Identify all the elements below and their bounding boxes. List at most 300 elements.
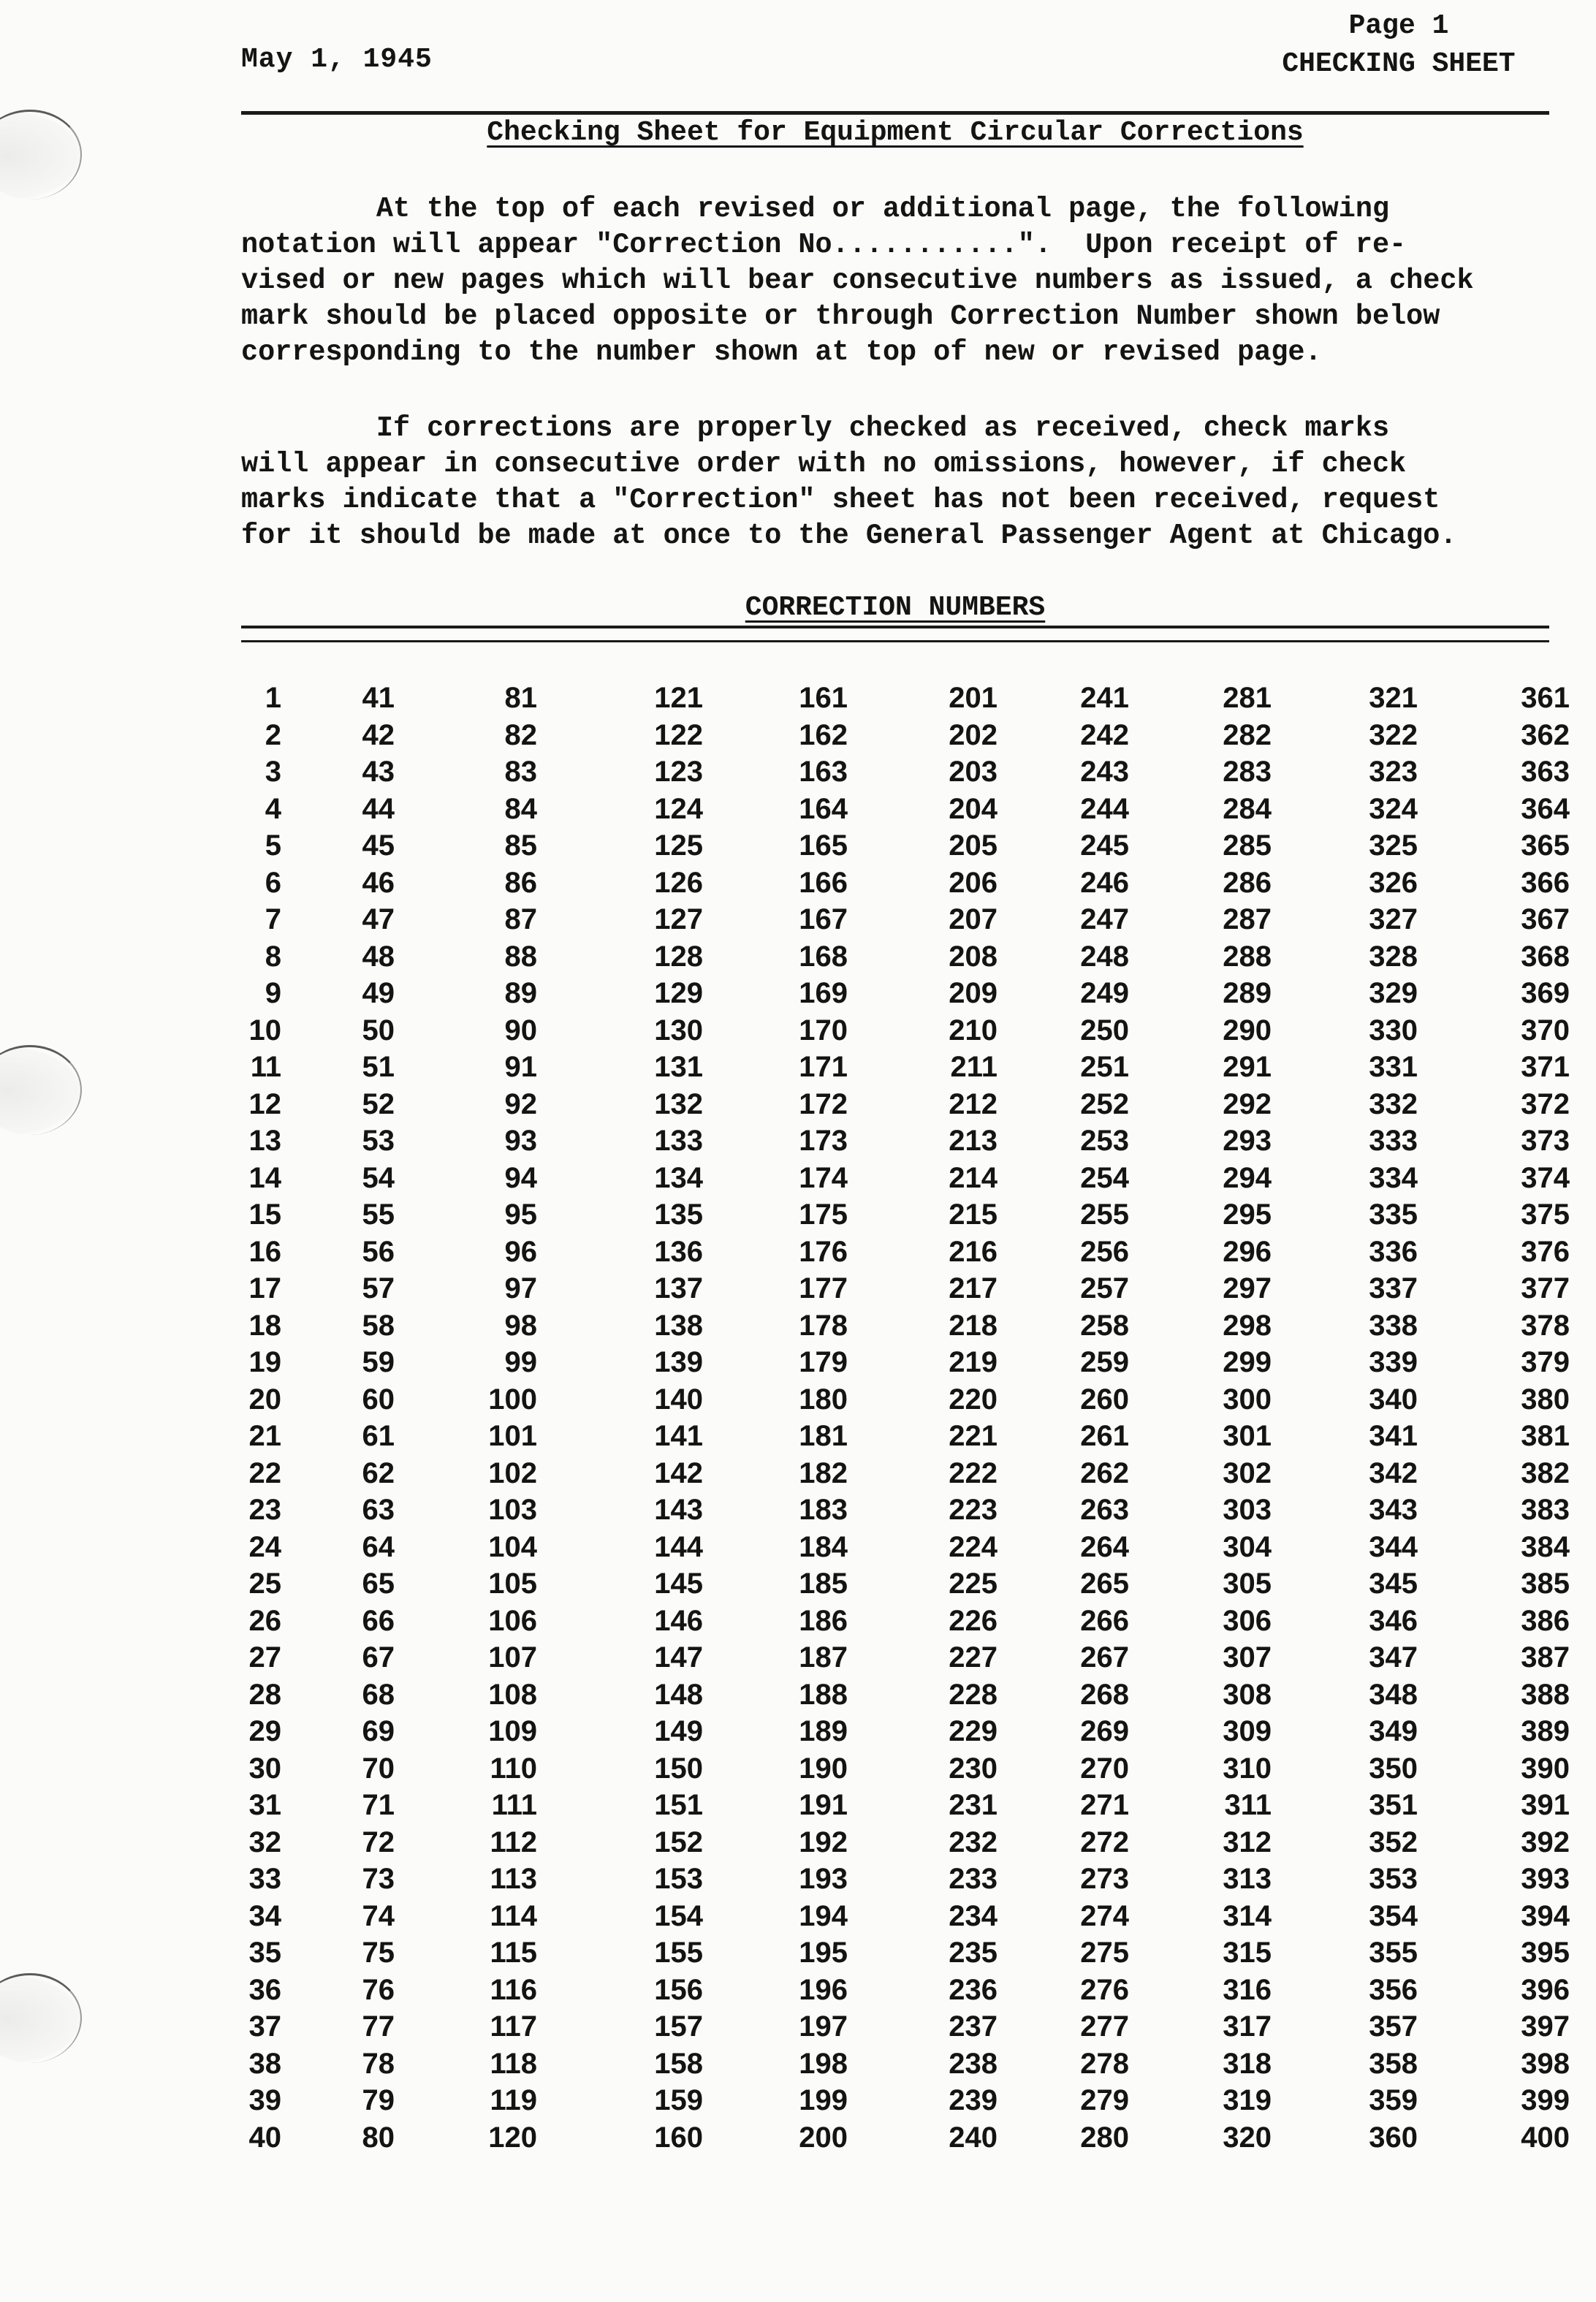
correction-number-35[interactable]: 35 <box>248 1937 281 1969</box>
correction-number-203[interactable]: 203 <box>949 756 997 788</box>
correction-number-197[interactable]: 197 <box>799 2010 848 2043</box>
correction-number-63[interactable]: 63 <box>362 1494 395 1526</box>
correction-number-175[interactable]: 175 <box>799 1199 848 1231</box>
correction-number-254[interactable]: 254 <box>1080 1161 1129 1194</box>
correction-number-295[interactable]: 295 <box>1223 1199 1272 1231</box>
correction-number-159[interactable]: 159 <box>654 2084 703 2116</box>
correction-number-143[interactable]: 143 <box>654 1494 703 1526</box>
correction-number-157[interactable]: 157 <box>654 2010 703 2043</box>
correction-number-31[interactable]: 31 <box>248 1789 281 1821</box>
correction-number-384[interactable]: 384 <box>1521 1530 1570 1563</box>
correction-number-141[interactable]: 141 <box>654 1420 703 1452</box>
correction-number-89[interactable]: 89 <box>504 977 537 1009</box>
correction-number-273[interactable]: 273 <box>1080 1863 1129 1895</box>
correction-number-377[interactable]: 377 <box>1521 1272 1570 1304</box>
correction-number-38[interactable]: 38 <box>248 2047 281 2080</box>
correction-number-310[interactable]: 310 <box>1223 1752 1272 1785</box>
correction-number-142[interactable]: 142 <box>654 1456 703 1489</box>
correction-number-45[interactable]: 45 <box>362 829 395 862</box>
correction-number-251[interactable]: 251 <box>1080 1051 1129 1083</box>
correction-number-326[interactable]: 326 <box>1369 866 1418 899</box>
correction-number-69[interactable]: 69 <box>362 1715 395 1747</box>
correction-number-338[interactable]: 338 <box>1369 1309 1418 1342</box>
correction-number-294[interactable]: 294 <box>1223 1161 1272 1194</box>
correction-number-368[interactable]: 368 <box>1521 940 1570 973</box>
correction-number-169[interactable]: 169 <box>799 977 848 1009</box>
correction-number-102[interactable]: 102 <box>488 1456 537 1489</box>
correction-number-390[interactable]: 390 <box>1521 1752 1570 1785</box>
correction-number-117[interactable]: 117 <box>490 2010 537 2043</box>
correction-number-364[interactable]: 364 <box>1521 792 1570 825</box>
correction-number-293[interactable]: 293 <box>1223 1125 1272 1157</box>
correction-number-88[interactable]: 88 <box>504 940 537 973</box>
correction-number-329[interactable]: 329 <box>1369 977 1418 1009</box>
correction-number-75[interactable]: 75 <box>362 1937 395 1969</box>
correction-number-40[interactable]: 40 <box>248 2121 281 2154</box>
correction-number-61[interactable]: 61 <box>362 1420 395 1452</box>
correction-number-78[interactable]: 78 <box>362 2047 395 2080</box>
correction-number-14[interactable]: 14 <box>248 1161 281 1194</box>
correction-number-137[interactable]: 137 <box>654 1272 703 1304</box>
correction-number-396[interactable]: 396 <box>1521 1973 1570 2006</box>
correction-number-199[interactable]: 199 <box>799 2084 848 2116</box>
correction-number-152[interactable]: 152 <box>654 1826 703 1858</box>
correction-number-334[interactable]: 334 <box>1369 1161 1418 1194</box>
correction-number-213[interactable]: 213 <box>949 1125 997 1157</box>
correction-number-66[interactable]: 66 <box>362 1604 395 1637</box>
correction-number-144[interactable]: 144 <box>654 1530 703 1563</box>
correction-number-29[interactable]: 29 <box>248 1715 281 1747</box>
correction-number-331[interactable]: 331 <box>1369 1051 1418 1083</box>
correction-number-60[interactable]: 60 <box>362 1383 395 1416</box>
correction-number-9[interactable]: 9 <box>265 977 281 1009</box>
correction-number-178[interactable]: 178 <box>799 1309 848 1342</box>
correction-number-234[interactable]: 234 <box>949 1899 997 1932</box>
correction-number-148[interactable]: 148 <box>654 1678 703 1711</box>
correction-number-146[interactable]: 146 <box>654 1604 703 1637</box>
correction-number-241[interactable]: 241 <box>1080 682 1129 714</box>
correction-number-353[interactable]: 353 <box>1369 1863 1418 1895</box>
correction-number-307[interactable]: 307 <box>1223 1641 1272 1674</box>
correction-number-395[interactable]: 395 <box>1521 1937 1570 1969</box>
correction-number-298[interactable]: 298 <box>1223 1309 1272 1342</box>
correction-number-128[interactable]: 128 <box>654 940 703 973</box>
correction-number-352[interactable]: 352 <box>1369 1826 1418 1858</box>
correction-number-319[interactable]: 319 <box>1223 2084 1272 2116</box>
correction-number-191[interactable]: 191 <box>799 1789 848 1821</box>
correction-number-34[interactable]: 34 <box>248 1899 281 1932</box>
correction-number-44[interactable]: 44 <box>362 792 395 825</box>
correction-number-87[interactable]: 87 <box>504 903 537 935</box>
correction-number-171[interactable]: 171 <box>799 1051 848 1083</box>
correction-number-15[interactable]: 15 <box>248 1199 281 1231</box>
correction-number-10[interactable]: 10 <box>248 1014 281 1046</box>
correction-number-342[interactable]: 342 <box>1369 1456 1418 1489</box>
correction-number-98[interactable]: 98 <box>504 1309 537 1342</box>
correction-number-214[interactable]: 214 <box>949 1161 997 1194</box>
correction-number-347[interactable]: 347 <box>1369 1641 1418 1674</box>
correction-number-28[interactable]: 28 <box>248 1678 281 1711</box>
correction-number-52[interactable]: 52 <box>362 1087 395 1120</box>
correction-number-83[interactable]: 83 <box>504 756 537 788</box>
correction-number-119[interactable]: 119 <box>490 2084 537 2116</box>
correction-number-170[interactable]: 170 <box>799 1014 848 1046</box>
correction-number-256[interactable]: 256 <box>1080 1235 1129 1268</box>
correction-number-59[interactable]: 59 <box>362 1346 395 1378</box>
correction-number-297[interactable]: 297 <box>1223 1272 1272 1304</box>
correction-number-68[interactable]: 68 <box>362 1678 395 1711</box>
correction-number-228[interactable]: 228 <box>949 1678 997 1711</box>
correction-number-196[interactable]: 196 <box>799 1973 848 2006</box>
correction-number-100[interactable]: 100 <box>488 1383 537 1416</box>
correction-number-80[interactable]: 80 <box>362 2121 395 2154</box>
correction-number-164[interactable]: 164 <box>799 792 848 825</box>
correction-number-183[interactable]: 183 <box>799 1494 848 1526</box>
correction-number-400[interactable]: 400 <box>1521 2121 1570 2154</box>
correction-number-229[interactable]: 229 <box>949 1715 997 1747</box>
correction-number-280[interactable]: 280 <box>1080 2121 1129 2154</box>
correction-number-74[interactable]: 74 <box>362 1899 395 1932</box>
correction-number-387[interactable]: 387 <box>1521 1641 1570 1674</box>
correction-number-77[interactable]: 77 <box>362 2010 395 2043</box>
correction-number-37[interactable]: 37 <box>248 2010 281 2043</box>
correction-number-131[interactable]: 131 <box>654 1051 703 1083</box>
correction-number-150[interactable]: 150 <box>654 1752 703 1785</box>
correction-number-116[interactable]: 116 <box>490 1973 537 2006</box>
correction-number-173[interactable]: 173 <box>799 1125 848 1157</box>
correction-number-223[interactable]: 223 <box>949 1494 997 1526</box>
correction-number-51[interactable]: 51 <box>362 1051 395 1083</box>
correction-number-158[interactable]: 158 <box>654 2047 703 2080</box>
correction-number-330[interactable]: 330 <box>1369 1014 1418 1046</box>
correction-number-81[interactable]: 81 <box>504 682 537 714</box>
correction-number-114[interactable]: 114 <box>490 1899 537 1932</box>
correction-number-289[interactable]: 289 <box>1223 977 1272 1009</box>
correction-number-339[interactable]: 339 <box>1369 1346 1418 1378</box>
correction-number-201[interactable]: 201 <box>949 682 997 714</box>
correction-number-259[interactable]: 259 <box>1080 1346 1129 1378</box>
correction-number-392[interactable]: 392 <box>1521 1826 1570 1858</box>
correction-number-367[interactable]: 367 <box>1521 903 1570 935</box>
correction-number-166[interactable]: 166 <box>799 866 848 899</box>
correction-number-345[interactable]: 345 <box>1369 1568 1418 1600</box>
correction-number-244[interactable]: 244 <box>1080 792 1129 825</box>
correction-number-394[interactable]: 394 <box>1521 1899 1570 1932</box>
correction-number-12[interactable]: 12 <box>248 1087 281 1120</box>
correction-number-333[interactable]: 333 <box>1369 1125 1418 1157</box>
correction-number-22[interactable]: 22 <box>248 1456 281 1489</box>
correction-number-359[interactable]: 359 <box>1369 2084 1418 2116</box>
correction-number-33[interactable]: 33 <box>248 1863 281 1895</box>
correction-number-154[interactable]: 154 <box>654 1899 703 1932</box>
correction-number-269[interactable]: 269 <box>1080 1715 1129 1747</box>
correction-number-239[interactable]: 239 <box>949 2084 997 2116</box>
correction-number-235[interactable]: 235 <box>949 1937 997 1969</box>
correction-number-161[interactable]: 161 <box>799 682 848 714</box>
correction-number-46[interactable]: 46 <box>362 866 395 899</box>
correction-number-84[interactable]: 84 <box>504 792 537 825</box>
correction-number-236[interactable]: 236 <box>949 1973 997 2006</box>
correction-number-189[interactable]: 189 <box>799 1715 848 1747</box>
correction-number-271[interactable]: 271 <box>1080 1789 1129 1821</box>
correction-number-318[interactable]: 318 <box>1223 2047 1272 2080</box>
correction-number-3[interactable]: 3 <box>265 756 281 788</box>
correction-number-217[interactable]: 217 <box>949 1272 997 1304</box>
correction-number-151[interactable]: 151 <box>654 1789 703 1821</box>
correction-number-302[interactable]: 302 <box>1223 1456 1272 1489</box>
correction-number-192[interactable]: 192 <box>799 1826 848 1858</box>
correction-number-233[interactable]: 233 <box>949 1863 997 1895</box>
correction-number-277[interactable]: 277 <box>1080 2010 1129 2043</box>
correction-number-357[interactable]: 357 <box>1369 2010 1418 2043</box>
correction-number-209[interactable]: 209 <box>949 977 997 1009</box>
correction-number-16[interactable]: 16 <box>248 1235 281 1268</box>
correction-number-242[interactable]: 242 <box>1080 718 1129 751</box>
correction-number-265[interactable]: 265 <box>1080 1568 1129 1600</box>
correction-number-7[interactable]: 7 <box>265 903 281 935</box>
correction-number-314[interactable]: 314 <box>1223 1899 1272 1932</box>
correction-number-47[interactable]: 47 <box>362 903 395 935</box>
correction-number-350[interactable]: 350 <box>1369 1752 1418 1785</box>
correction-number-8[interactable]: 8 <box>265 940 281 973</box>
correction-number-309[interactable]: 309 <box>1223 1715 1272 1747</box>
correction-number-50[interactable]: 50 <box>362 1014 395 1046</box>
correction-number-341[interactable]: 341 <box>1369 1420 1418 1452</box>
correction-number-291[interactable]: 291 <box>1223 1051 1272 1083</box>
correction-number-355[interactable]: 355 <box>1369 1937 1418 1969</box>
correction-number-300[interactable]: 300 <box>1223 1383 1272 1416</box>
correction-number-153[interactable]: 153 <box>654 1863 703 1895</box>
correction-number-115[interactable]: 115 <box>490 1937 537 1969</box>
correction-number-312[interactable]: 312 <box>1223 1826 1272 1858</box>
correction-number-193[interactable]: 193 <box>799 1863 848 1895</box>
correction-number-91[interactable]: 91 <box>504 1051 537 1083</box>
correction-number-290[interactable]: 290 <box>1223 1014 1272 1046</box>
correction-number-168[interactable]: 168 <box>799 940 848 973</box>
correction-number-389[interactable]: 389 <box>1521 1715 1570 1747</box>
correction-number-212[interactable]: 212 <box>949 1087 997 1120</box>
correction-number-101[interactable]: 101 <box>488 1420 537 1452</box>
correction-number-292[interactable]: 292 <box>1223 1087 1272 1120</box>
correction-number-4[interactable]: 4 <box>265 792 281 825</box>
correction-number-207[interactable]: 207 <box>949 903 997 935</box>
correction-number-103[interactable]: 103 <box>488 1494 537 1526</box>
correction-number-268[interactable]: 268 <box>1080 1678 1129 1711</box>
correction-number-351[interactable]: 351 <box>1369 1789 1418 1821</box>
correction-number-374[interactable]: 374 <box>1521 1161 1570 1194</box>
correction-number-121[interactable]: 121 <box>654 682 703 714</box>
correction-number-296[interactable]: 296 <box>1223 1235 1272 1268</box>
correction-number-379[interactable]: 379 <box>1521 1346 1570 1378</box>
correction-number-138[interactable]: 138 <box>654 1309 703 1342</box>
correction-number-210[interactable]: 210 <box>949 1014 997 1046</box>
correction-number-198[interactable]: 198 <box>799 2047 848 2080</box>
correction-number-366[interactable]: 366 <box>1521 866 1570 899</box>
correction-number-317[interactable]: 317 <box>1223 2010 1272 2043</box>
correction-number-53[interactable]: 53 <box>362 1125 395 1157</box>
correction-number-340[interactable]: 340 <box>1369 1383 1418 1416</box>
correction-number-253[interactable]: 253 <box>1080 1125 1129 1157</box>
correction-number-272[interactable]: 272 <box>1080 1826 1129 1858</box>
correction-number-398[interactable]: 398 <box>1521 2047 1570 2080</box>
correction-number-391[interactable]: 391 <box>1521 1789 1570 1821</box>
correction-number-41[interactable]: 41 <box>362 682 395 714</box>
correction-number-211[interactable]: 211 <box>950 1051 997 1083</box>
correction-number-147[interactable]: 147 <box>654 1641 703 1674</box>
correction-number-67[interactable]: 67 <box>362 1641 395 1674</box>
correction-number-195[interactable]: 195 <box>799 1937 848 1969</box>
correction-number-125[interactable]: 125 <box>654 829 703 862</box>
correction-number-79[interactable]: 79 <box>362 2084 395 2116</box>
correction-number-43[interactable]: 43 <box>362 756 395 788</box>
correction-number-167[interactable]: 167 <box>799 903 848 935</box>
correction-number-218[interactable]: 218 <box>949 1309 997 1342</box>
correction-number-160[interactable]: 160 <box>654 2121 703 2154</box>
correction-number-284[interactable]: 284 <box>1223 792 1272 825</box>
correction-number-245[interactable]: 245 <box>1080 829 1129 862</box>
correction-number-325[interactable]: 325 <box>1369 829 1418 862</box>
correction-number-372[interactable]: 372 <box>1521 1087 1570 1120</box>
correction-number-397[interactable]: 397 <box>1521 2010 1570 2043</box>
correction-number-92[interactable]: 92 <box>504 1087 537 1120</box>
correction-number-25[interactable]: 25 <box>248 1568 281 1600</box>
correction-number-243[interactable]: 243 <box>1080 756 1129 788</box>
correction-number-324[interactable]: 324 <box>1369 792 1418 825</box>
correction-number-179[interactable]: 179 <box>799 1346 848 1378</box>
correction-number-129[interactable]: 129 <box>654 977 703 1009</box>
correction-number-226[interactable]: 226 <box>949 1604 997 1637</box>
correction-number-252[interactable]: 252 <box>1080 1087 1129 1120</box>
correction-number-246[interactable]: 246 <box>1080 866 1129 899</box>
correction-number-375[interactable]: 375 <box>1521 1199 1570 1231</box>
correction-number-343[interactable]: 343 <box>1369 1494 1418 1526</box>
correction-number-262[interactable]: 262 <box>1080 1456 1129 1489</box>
correction-number-332[interactable]: 332 <box>1369 1087 1418 1120</box>
correction-number-232[interactable]: 232 <box>949 1826 997 1858</box>
correction-number-162[interactable]: 162 <box>799 718 848 751</box>
correction-number-369[interactable]: 369 <box>1521 977 1570 1009</box>
correction-number-182[interactable]: 182 <box>799 1456 848 1489</box>
correction-number-21[interactable]: 21 <box>248 1420 281 1452</box>
correction-number-204[interactable]: 204 <box>949 792 997 825</box>
correction-number-140[interactable]: 140 <box>654 1383 703 1416</box>
correction-number-106[interactable]: 106 <box>488 1604 537 1637</box>
correction-number-188[interactable]: 188 <box>799 1678 848 1711</box>
correction-number-281[interactable]: 281 <box>1223 682 1272 714</box>
correction-number-11[interactable]: 11 <box>250 1051 281 1083</box>
correction-number-5[interactable]: 5 <box>265 829 281 862</box>
correction-number-118[interactable]: 118 <box>490 2047 537 2080</box>
correction-number-133[interactable]: 133 <box>654 1125 703 1157</box>
correction-number-301[interactable]: 301 <box>1223 1420 1272 1452</box>
correction-number-388[interactable]: 388 <box>1521 1678 1570 1711</box>
correction-number-267[interactable]: 267 <box>1080 1641 1129 1674</box>
correction-number-58[interactable]: 58 <box>362 1309 395 1342</box>
correction-number-237[interactable]: 237 <box>949 2010 997 2043</box>
correction-number-308[interactable]: 308 <box>1223 1678 1272 1711</box>
correction-number-95[interactable]: 95 <box>504 1199 537 1231</box>
correction-number-285[interactable]: 285 <box>1223 829 1272 862</box>
correction-number-311[interactable]: 311 <box>1224 1789 1272 1821</box>
correction-number-371[interactable]: 371 <box>1521 1051 1570 1083</box>
correction-number-278[interactable]: 278 <box>1080 2047 1129 2080</box>
correction-number-127[interactable]: 127 <box>654 903 703 935</box>
correction-number-263[interactable]: 263 <box>1080 1494 1129 1526</box>
correction-number-76[interactable]: 76 <box>362 1973 395 2006</box>
correction-number-55[interactable]: 55 <box>362 1199 395 1231</box>
correction-number-208[interactable]: 208 <box>949 940 997 973</box>
correction-number-247[interactable]: 247 <box>1080 903 1129 935</box>
correction-number-149[interactable]: 149 <box>654 1715 703 1747</box>
correction-number-108[interactable]: 108 <box>488 1678 537 1711</box>
correction-number-104[interactable]: 104 <box>488 1530 537 1563</box>
correction-number-27[interactable]: 27 <box>248 1641 281 1674</box>
correction-number-380[interactable]: 380 <box>1521 1383 1570 1416</box>
correction-number-370[interactable]: 370 <box>1521 1014 1570 1046</box>
correction-number-323[interactable]: 323 <box>1369 756 1418 788</box>
correction-number-187[interactable]: 187 <box>799 1641 848 1674</box>
correction-number-72[interactable]: 72 <box>362 1826 395 1858</box>
correction-number-145[interactable]: 145 <box>654 1568 703 1600</box>
correction-number-132[interactable]: 132 <box>654 1087 703 1120</box>
correction-number-56[interactable]: 56 <box>362 1235 395 1268</box>
correction-number-90[interactable]: 90 <box>504 1014 537 1046</box>
correction-number-205[interactable]: 205 <box>949 829 997 862</box>
correction-number-42[interactable]: 42 <box>362 718 395 751</box>
correction-number-19[interactable]: 19 <box>248 1346 281 1378</box>
correction-number-305[interactable]: 305 <box>1223 1568 1272 1600</box>
correction-number-49[interactable]: 49 <box>362 977 395 1009</box>
correction-number-172[interactable]: 172 <box>799 1087 848 1120</box>
correction-number-165[interactable]: 165 <box>799 829 848 862</box>
correction-number-231[interactable]: 231 <box>949 1789 997 1821</box>
correction-number-39[interactable]: 39 <box>248 2084 281 2116</box>
correction-number-155[interactable]: 155 <box>654 1937 703 1969</box>
correction-number-335[interactable]: 335 <box>1369 1199 1418 1231</box>
correction-number-96[interactable]: 96 <box>504 1235 537 1268</box>
correction-number-93[interactable]: 93 <box>504 1125 537 1157</box>
correction-number-238[interactable]: 238 <box>949 2047 997 2080</box>
correction-number-320[interactable]: 320 <box>1223 2121 1272 2154</box>
correction-number-376[interactable]: 376 <box>1521 1235 1570 1268</box>
correction-number-222[interactable]: 222 <box>949 1456 997 1489</box>
correction-number-382[interactable]: 382 <box>1521 1456 1570 1489</box>
correction-number-1[interactable]: 1 <box>265 682 281 714</box>
correction-number-220[interactable]: 220 <box>949 1383 997 1416</box>
correction-number-181[interactable]: 181 <box>799 1420 848 1452</box>
correction-number-257[interactable]: 257 <box>1080 1272 1129 1304</box>
correction-number-107[interactable]: 107 <box>488 1641 537 1674</box>
correction-number-219[interactable]: 219 <box>949 1346 997 1378</box>
correction-number-23[interactable]: 23 <box>248 1494 281 1526</box>
correction-number-304[interactable]: 304 <box>1223 1530 1272 1563</box>
correction-number-306[interactable]: 306 <box>1223 1604 1272 1637</box>
correction-number-124[interactable]: 124 <box>654 792 703 825</box>
correction-number-85[interactable]: 85 <box>504 829 537 862</box>
correction-number-26[interactable]: 26 <box>248 1604 281 1637</box>
correction-number-358[interactable]: 358 <box>1369 2047 1418 2080</box>
correction-number-275[interactable]: 275 <box>1080 1937 1129 1969</box>
correction-number-356[interactable]: 356 <box>1369 1973 1418 2006</box>
correction-number-225[interactable]: 225 <box>949 1568 997 1600</box>
correction-number-200[interactable]: 200 <box>799 2121 848 2154</box>
correction-number-316[interactable]: 316 <box>1223 1973 1272 2006</box>
correction-number-135[interactable]: 135 <box>654 1199 703 1231</box>
correction-number-186[interactable]: 186 <box>799 1604 848 1637</box>
correction-number-194[interactable]: 194 <box>799 1899 848 1932</box>
correction-number-112[interactable]: 112 <box>490 1826 537 1858</box>
correction-number-73[interactable]: 73 <box>362 1863 395 1895</box>
